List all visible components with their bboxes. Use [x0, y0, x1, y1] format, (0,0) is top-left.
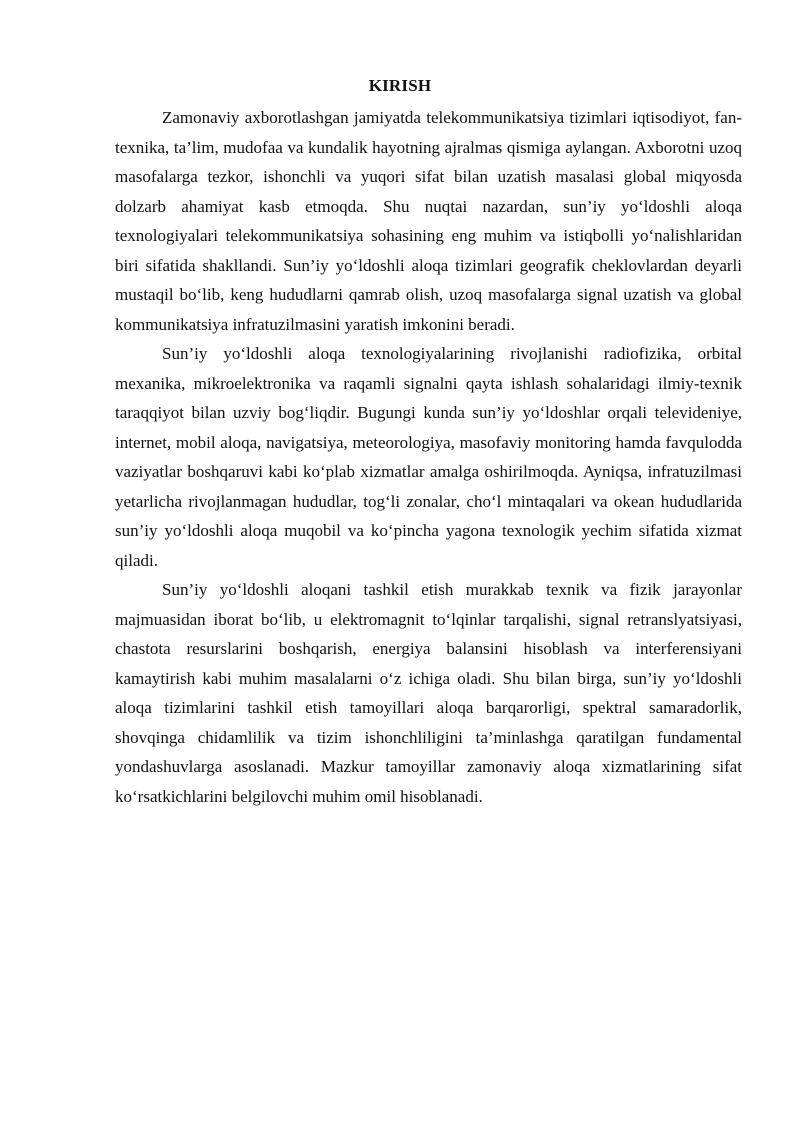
paragraph-3: Sun’iy yo‘ldoshli aloqani tashkil etish murakkab texnik va fizik jarayonlar majmuasidan iborat bo‘lib, u elektromagnit to‘lqinlar tarqalishi, signal retranslyatsiyasi, chastota resurslarini boshqarish, energiya balansini hisoblash va interferensiyani kamaytirish kabi muhim masalalarni o‘z ichiga oladi. Shu bilan birga, sun’iy yo‘ldoshli aloqa tizimlarini tashkil etish tamoyillari aloqa barqarorligi, spektral samaradorlik, shovqinga chidamlilik va tizim ishonchliligini ta’minlashga qaratilgan fundamental yondashuvlarga asoslanadi. Mazkur tamoyillar zamonaviy aloqa xizmatlarining sifat ko‘rsatkichlarini belgilovchi muhim omil hisoblanadi. [115, 580, 742, 806]
document-body [115, 103, 742, 811]
paragraph-2: Sun’iy yo‘ldoshli aloqa texnologiyalarining rivojlanishi radiofizika, orbital mexanika, mikroelektronika va raqamli signalni qayta ishlash sohalaridagi ilmiy-texnik taraqqiyot bilan uzviy bog‘liqdir. Bugungi kunda sun’iy yo‘ldoshlar orqali televideniye, internet, mobil aloqa, navigatsiya, meteorologiya, masofaviy monitoring hamda favqulodda vaziyatlar boshqaruvi kabi ko‘plab xizmatlar amalga oshirilmoqda. Ayniqsa, infratuzilmasi yetarlicha rivojlanmagan hududlar, tog‘li zonalar, cho‘l mintaqalari va okean hududlarida sun’iy yo‘ldoshli aloqa muqobil va ko‘pincha yagona texnologik yechim sifatida xizmat qiladi. [115, 344, 742, 570]
paragraph-1: Zamonaviy axborotlashgan jamiyatda telekommunikatsiya tizimlari iqtisodiyot, fan-texnika, ta’lim, mudofaa va kundalik hayotning ajralmas qismiga aylangan. Axborotni uzoq masofalarga tezkor, ishonchli va yuqori sifat bilan uzatish masalasi global miqyosda dolzarb ahamiyat kasb etmoqda. Shu nuqtai nazardan, sun’iy yo‘ldoshli aloqa texnologiyalari telekommunikatsiya sohasining eng muhim va istiqbolli yo‘nalishlaridan biri sifatida shakllandi. Sun’iy yo‘ldoshli aloqa tizimlari geografik cheklovlardan deyarli mustaqil bo‘lib, keng hududlarni qamrab olish, uzoq masofalarga signal uzatish va global kommunikatsiya infratuzilmasini yaratish imkonini beradi. [115, 108, 742, 334]
page-title: KIRISH [368, 76, 432, 95]
